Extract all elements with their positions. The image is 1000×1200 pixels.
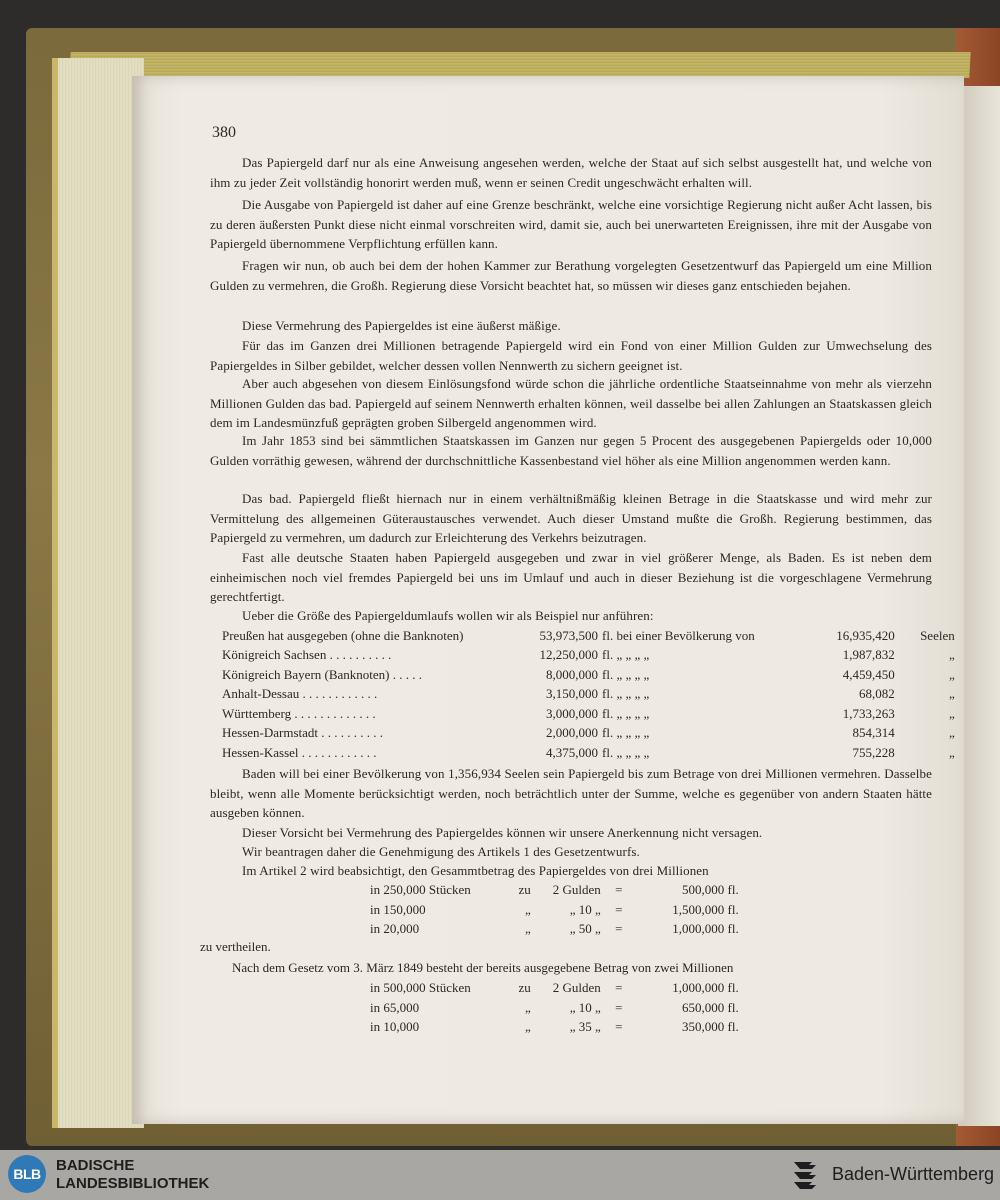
unit-cell: „ [524,921,531,937]
distribution-table-existing [366,978,743,1037]
table-row [222,743,955,763]
denomination-cell: „ 50 „ [569,921,601,937]
amount-cell: 8,000,000 [546,666,598,682]
denomination-cell: 2 Gulden [552,979,601,995]
paragraph: Im Jahr 1853 sind bei sämmtlichen Staatskassen im Ganzen nur gegen 5 Procent des ausgegebenen Papiergelds oder 10,000 Gulden vorräthig gewesen, während der durchschnittliche Kassenbestand viel höher als eine Million angenommen werden kann. [210,433,932,468]
unit-cell: fl. „ „ „ „ [602,686,650,702]
state-name[interactable]: Baden-Württemberg [832,1164,995,1184]
law-line: Nach dem Gesetz vom 3. März 1849 besteht der bereits ausgegebene Betrag von zwei Millionen [232,960,734,975]
total-cell: 1,000,000 fl. [672,921,739,937]
table-row [366,998,743,1018]
state-name-cell: Königreich Bayern (Banknoten) . . . . . [222,666,423,682]
unit-cell: fl. „ „ „ „ [602,666,650,682]
unit-cell: fl. „ „ „ „ [602,744,650,760]
table-row [366,880,743,900]
table-row [222,646,955,666]
count-cell: in 65,000 [370,999,420,1015]
paragraph: Ueber die Größe des Papiergeldumlaufs wollen wir als Beispiel nur anführen: [242,608,654,623]
paragraph: Aber auch abgesehen von diesem Einlösungsfond würde schon die jährliche ordentliche Staatseinnahme von mehr als vierzehn Millionen Gulden das bad. Papiergeld auf seinem Nennwerth erhalten können, weil dasselbe bei allen Zahlungen an Staatskassen gleich dem im Landesmünzfuß geprägten groben Silbergeld angenommen wird. [210,376,932,431]
unit-cell: fl. „ „ „ „ [602,705,650,721]
total-cell: 350,000 fl. [682,1019,739,1035]
table-row [222,724,955,744]
paragraph: Das Papiergeld darf nur als eine Anweisung angesehen werden, welche der Staat auf sich selbst ausgestellt hat, und welche von ihm zu jeder Zeit vollständig honorirt werden muß, wenn er seinen Credit ungeschwächt erhalten will. [210,155,932,190]
population-cell: 1,987,832 [842,647,895,663]
distribution-table-new [366,880,743,939]
paragraph: Die Ausgabe von Papiergeld ist daher auf eine Grenze beschränkt, welche eine vorsichtige Regierung nicht außer Acht lassen, bis zu deren äußersten Punkt diese nicht einmal vorschreiten wird, damit sie, auch bei unerwarteten Ereignissen, ihre mit der Ausgabe von Papiergeld übernommene Verpflichtung erfüllen kann. [210,197,932,252]
population-cell: 68,082 [858,686,895,702]
unit-cell: fl. „ „ „ „ [602,647,650,663]
paragraph: Baden will bei einer Bevölkerung von 1,356,934 Seelen sein Papiergeld bis zum Betrage von drei Millionen vermehren. Dasselbe bleibt, wenn alle Momente berücksichtigt werden, noch beträchtlich unter der Summe, welche es gegenüber von andern Staaten hätte ausgeben können. [210,766,932,821]
state-name-cell: Königreich Sachsen . . . . . . . . . . [222,647,392,663]
unit-cell: „ [524,999,531,1015]
count-cell: in 10,000 [370,1019,420,1035]
unit-cell: zu [518,979,531,995]
population-cell: 1,733,263 [842,705,895,721]
library-name-line2: LANDESBIBLIOTHEK [56,1175,210,1192]
facing-page-edge [958,86,1000,1126]
total-cell: 650,000 fl. [682,999,739,1015]
paragraph: Dieser Vorsicht bei Vermehrung des Papiergeldes können wir unsere Anerkennung nicht versagen. [242,825,763,840]
count-cell: in 20,000 [370,921,420,937]
souls-cell: „ [948,744,955,760]
souls-cell: Seelen [920,627,955,643]
denomination-cell: „ 10 „ [569,999,601,1015]
total-cell: 500,000 fl. [682,881,739,897]
souls-cell: „ [948,647,955,663]
table-row [366,920,743,940]
state-name-cell: Preußen hat ausgegeben (ohne die Banknoten) [222,627,464,643]
equals-cell: = [615,999,623,1015]
souls-cell: „ [948,666,955,682]
unit-cell: zu [518,881,531,897]
blb-logo-icon[interactable]: BLB [8,1155,46,1193]
table-row [222,685,955,705]
state-name-cell: Anhalt-Dessau . . . . . . . . . . . . [222,686,378,702]
library-name[interactable] [56,1157,209,1193]
amount-cell: 4,375,000 [546,744,598,760]
souls-cell: „ [948,686,955,702]
paragraph: Für das im Ganzen drei Millionen betragende Papiergeld wird ein Fond von einer Million Gulden zur Umwechselung des Papiergeldes in Silber gebildet, welcher dessen vollen Nennwerth zu sichern geeignet ist. [210,338,932,373]
library-name-line1: BADISCHE [56,1157,135,1174]
table-row [222,665,955,685]
page-side-edges [52,58,144,1128]
count-cell: in 150,000 [370,901,426,917]
equals-cell: = [615,921,623,937]
souls-cell: „ [948,725,955,741]
unit-cell: „ [524,901,531,917]
unit-cell: „ [524,1019,531,1035]
unit-cell: fl. „ „ „ „ [602,725,650,741]
count-cell: in 500,000 Stücken [370,979,471,995]
denomination-cell: 2 Gulden [552,881,601,897]
population-cell: 854,314 [852,725,895,741]
table-row [366,900,743,920]
amount-cell: 12,250,000 [539,647,598,663]
table-row [222,626,955,646]
table-row [222,704,955,724]
count-cell: in 250,000 Stücken [370,881,471,897]
amount-cell: 3,150,000 [546,686,598,702]
table-row [366,1018,743,1038]
souls-cell: „ [948,705,955,721]
equals-cell: = [615,881,623,897]
amount-cell: 53,973,500 [539,627,598,643]
state-name-cell: Hessen-Kassel . . . . . . . . . . . . [222,744,377,760]
distribute-line: zu vertheilen. [200,939,271,954]
amount-cell: 3,000,000 [546,705,598,721]
population-cell: 4,459,450 [842,666,895,682]
table-row [366,978,743,998]
total-cell: 1,000,000 fl. [672,979,739,995]
paragraph: Fast alle deutsche Staaten haben Papiergeld ausgegeben und zwar in viel größerer Menge, als Baden. Es ist neben dem einheimischen noch viel fremdes Papiergeld bei uns im Umlauf und auch in dieser Beziehung ist die vorgeschlagene Vermehrung gerechtfertigt. [210,550,932,605]
paragraph: Wir beantragen daher die Genehmigung des Artikels 1 des Gesetzentwurfs. [242,844,640,859]
equals-cell: = [615,901,623,917]
population-cell: 16,935,420 [836,627,895,643]
footer-bar [0,1150,1000,1200]
paragraph: Diese Vermehrung des Papiergeldes ist eine äußerst mäßige. [242,318,561,333]
paragraph: Im Artikel 2 wird beabsichtigt, den Gesammtbetrag des Papiergeldes von drei Millionen [242,863,709,878]
equals-cell: = [615,979,623,995]
population-cell: 755,228 [852,744,895,760]
denomination-cell: „ 35 „ [569,1019,601,1035]
page-number: 380 [212,124,236,141]
paragraph: Fragen wir nun, ob auch bei dem der hohen Kammer zur Berathung vorgelegten Gesetzentwurf das Papiergeld um eine Million Gulden zu vermehren, die Großh. Regierung diese Vorsicht beachtet hat, so müssen wir dieses ganz entschieden bejahen. [210,258,932,293]
total-cell: 1,500,000 fl. [672,901,739,917]
baden-wuerttemberg-lions-icon[interactable] [790,1158,824,1192]
amount-cell: 2,000,000 [546,725,598,741]
state-name-cell: Württemberg . . . . . . . . . . . . . [222,705,376,721]
state-name-cell: Hessen-Darmstadt . . . . . . . . . . [222,725,384,741]
denomination-cell: „ 10 „ [569,901,601,917]
unit-cell: fl. bei einer Bevölkerung von [602,627,755,643]
page-top-edge [69,52,970,78]
states-paper-money-table [222,626,955,763]
paragraph: Das bad. Papiergeld fließt hiernach nur in einem verhältnißmäßig kleinen Betrage in die Staatskasse und wird mehr zur Vermittelung des allgemeinen Güteraustausches verwendet. Auch dieser Umstand mußte die Großh. Regierung bestimmen, das Papiergeld zu vermehren, um dadurch zur Erleichterung des Verkehrs beizutragen. [210,491,932,546]
equals-cell: = [615,1019,623,1035]
